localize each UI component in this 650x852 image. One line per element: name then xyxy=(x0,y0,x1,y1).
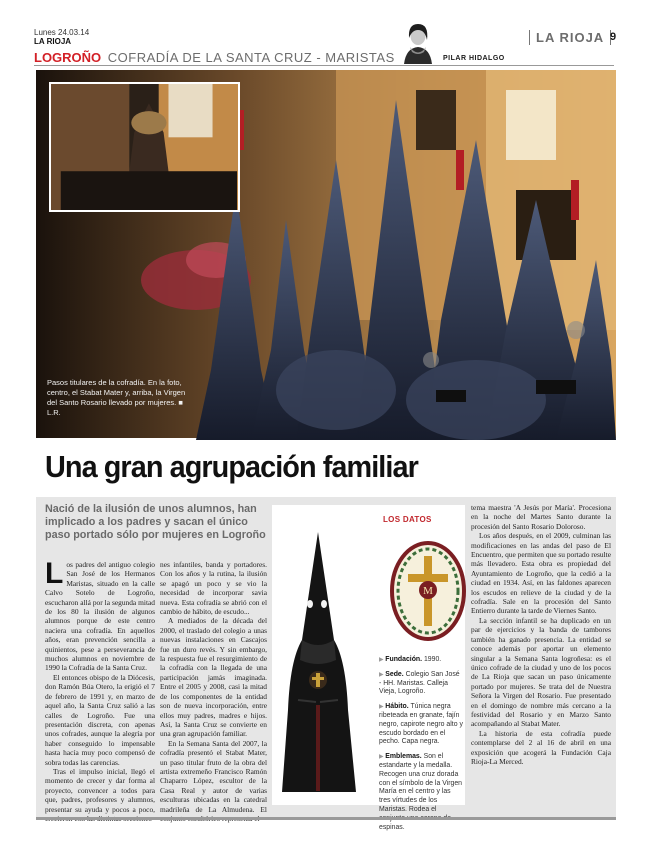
photo-caption: Pasos titulares de la cofradía. En la foto, centro, el Stabat Mater y, arriba, la Virgen del Santo Rosario llevado por mujeres. ■ L.R. xyxy=(47,378,186,417)
paragraph: nes infantiles, banda y portadores. Con los años y la rutina, la ilusión se apagó un poco y se vio la necesidad de incorporar savia nueva. Esta cofradía se abrió con el cambio de hábito, de escudo... xyxy=(160,560,267,617)
paragraph: La sección infantil se ha duplicado en un par de ejercicios y la banda de tambores también ha ganado presencia. La entidad se conoce además por aportar un elemento singular a la Semana Santa logroñesa: es el único cofrade de la ciudad y uno de los pocos de La Rioja que sacan un paso únicamente portado por mujeres. Se trata del de Nuestra Señora la Virgen del Rosario. Fue presentado en el domingo de nombre más cercano a la festividad del Rosario y en Marzo Santo acompañando al Stabat Mater. xyxy=(471,615,611,729)
svg-text:M: M xyxy=(423,585,433,597)
datos-item-fundacion: ▶ Fundación. 1990. xyxy=(379,656,442,663)
drop-cap: L xyxy=(45,557,64,590)
issue-date: Lunes 24.03.14 xyxy=(34,28,90,37)
page-number: 9 xyxy=(610,31,617,43)
paragraph: tema maestra 'A Jesús por María'. Procesiona en la noche del Martes Santo durante la procesión del Santo Rosario Doloroso. xyxy=(471,503,611,531)
author-name: PILAR HIDALGO xyxy=(443,55,505,62)
article-column-2 xyxy=(160,560,267,815)
bullet-icon: ▶ xyxy=(379,671,386,678)
article-headline: Una gran agrupación familiar xyxy=(45,449,418,484)
bottom-rule xyxy=(36,817,616,820)
edition-label: LA RIOJA xyxy=(529,30,611,45)
paragraph: Tras el impulso inicial, llegó el momento de crecer y dar forma al proyecto, convencer a todos para que, padres, profesores y alumnos, presentar su ayuda y pocos a poco, xyxy=(45,766,155,814)
section-city: LOGROÑO xyxy=(34,50,102,65)
paragraph: A mediados de la década del 2000, el traslado del colegio a unas nuevas instalaciones en Cascajos fue un duro revés. Y sin embargo, la respuesta fue el resurgimiento de la cofradía con la llegada de una participación jamás imaginada. Entre el 2005 y 2008, casi la mitad de los componentes de la entidad son de nueva incorporación, entre ellos muy padres, madres e hijos. Así, la Santa Cruz se convierte en una gran agrupación familiar. xyxy=(160,616,267,739)
los-datos-list xyxy=(379,656,463,838)
inset-photo xyxy=(49,82,240,212)
datos-item-habito: ▶ Hábito. Túnica negra ribeteada en granate, fajín negro, capirote negro alto y escudo bordado en el pecho. Capa negra. xyxy=(379,703,463,746)
section-topic: COFRADÍA DE LA SANTA CRUZ - MARISTAS xyxy=(107,50,395,65)
los-datos-title: LOS DATOS xyxy=(383,515,432,524)
article-column-3 xyxy=(471,503,611,815)
paragraph: os padres del antiguo colegio San José de los Hermanos Maristas, situado en la calle Calvo Sotelo de Logroño, escucharon allá por la segunda mitad de los 80 la ilusión de algunos alumnos porque de este centro naciera una cofradía. En aquellos años, eran prevención sencilla a quinientos, pese a perseverancia de muchos alumnos en noviembre de 1990 la Cofradía de la Santa Cruz. xyxy=(45,560,155,673)
paragraph: La historia de esta cofradía puede contemplarse del 2 al 16 de abril en una exposición que acogerá la Fundación Caja Rioja-La Merced. xyxy=(471,728,611,766)
bullet-icon: ▶ xyxy=(379,657,386,663)
article-deck: Nació de la ilusión de unos alumnos, han implicado a los padres y sacan el único paso portado sólo por mujeres en Logroño xyxy=(45,503,266,541)
paper-name: LA RIOJA xyxy=(34,37,72,46)
bullet-icon: ▶ xyxy=(379,754,386,761)
bullet-icon: ▶ xyxy=(379,704,386,711)
section-header xyxy=(34,50,395,65)
header-rule xyxy=(34,65,614,66)
author-portrait xyxy=(398,18,438,64)
cofradia-emblem xyxy=(388,540,468,642)
datos-item-emblemas: ▶ Emblemas. Son el estandarte y la medalla. Recogen una cruz dorada con el símbolo de la Virgen María en el centro y las tres vírtudes de los Maristas. Rodea el espinas. xyxy=(379,753,462,831)
article-column-1 xyxy=(45,557,155,815)
datos-item-sede: ▶ Sede. Colegio San José - HH. Maristas. Calleja Vieja, Logroño. xyxy=(379,670,460,696)
paragraph: Los años después, en el 2009, culminan las modificaciones en las andas del paso de El Encuentro, que permiten que su portado resulte más llevadero. Esta obra es propiedad del Ayuntamiento de Logroño, que la cedió a la ciudad en 1934. Así, en las faldones aparecen los escudos en relieve de la ciudad y de la cofradía. Sale en la procesión del Santo Entierro durante la tarde de Viernes Santo. xyxy=(471,531,611,616)
paragraph: El entonces obispo de la Diócesis, don Ramón Búa Otero, la erigió el 7 de febrero de 1991 y, en marzo de aquel año, la Santa Cruz salió a las calles de Logroño. Fue una presentación discreta, con apenas unos cofrades, aunque la alegría por haber conseguido lo impensable hasta hacía muy poco compensó de sobra todas las carencias. xyxy=(45,672,155,767)
nazareno-figure xyxy=(276,530,360,792)
paragraph: En la Semana Santa del 2007, la cofradía presentó el Stabat Mater, un paso titular fruto de la obra del artista extremeño Francisco Ramón Chaparro López, escultor de la Casa Real y autor de varias esculturas ubicadas en la catedral madrileña de La Almudena. El xyxy=(160,738,267,814)
